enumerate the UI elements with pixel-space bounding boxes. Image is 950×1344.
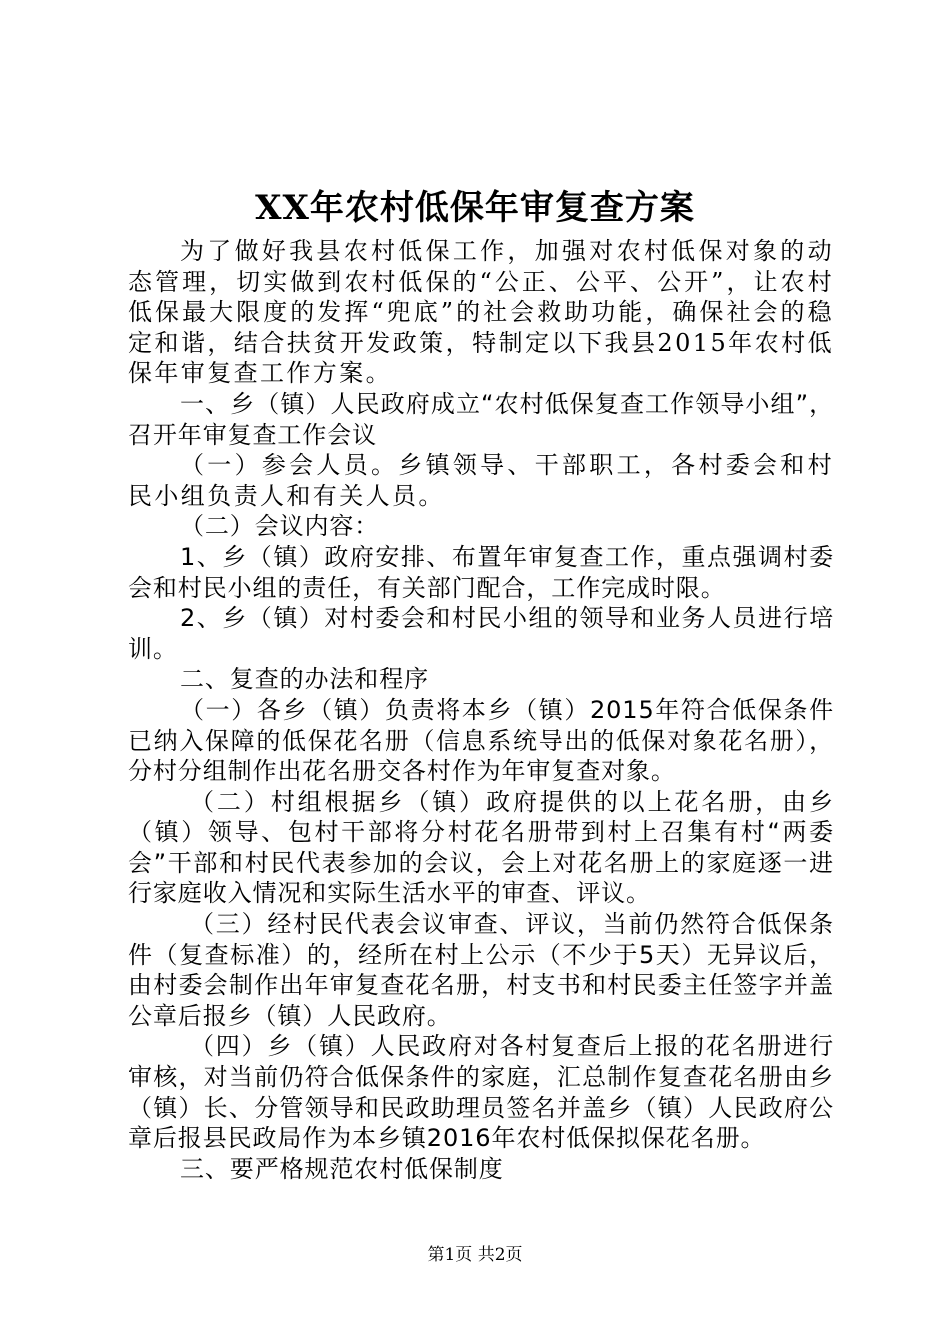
document-body: [128, 236, 834, 1184]
section-heading-1: 一、乡（镇）人民政府成立“农村低保复查工作领导小组”，召开年审复查工作会议: [128, 389, 834, 449]
paragraph-procedure-2: （二）村组根据乡（镇）政府提供的以上花名册，由乡（镇）领导、包村干部将分村花名册带到村上召集有村“两委会”干部和村民代表参加的会议，会上对花名册上的家庭逐一进行家庭收入情况和实际生活水平的审查、评议。: [128, 787, 834, 908]
paragraph-item-2: 2、乡（镇）对村委会和村民小组的领导和业务人员进行培训。: [128, 604, 834, 663]
section-heading-3: 三、要严格规范农村低保制度: [180, 1154, 504, 1183]
document-title: XX年农村低保年审复查方案: [255, 188, 695, 228]
paragraph-procedure-1: （一）各乡（镇）负责将本乡（镇）2015年符合低保条件已纳入保障的低保花名册（信息系统导出的低保对象花名册），分村分组制作出花名册交各村作为年审复查对象。: [128, 695, 834, 786]
intro-paragraph: 为了做好我县农村低保工作，加强对农村低保对象的动态管理，切实做到农村低保的“公正、公平、公开”，让农村低保最大限度的发挥“兜底”的社会救助功能，确保社会的稳定和谐，结合扶贫开发政策，特制定以下我县2015年农村低保年审复查工作方案。: [128, 237, 834, 388]
paragraph-procedure-3: （三）经村民代表会议审查、评议，当前仍然符合低保条件（复查标准）的，经所在村上公示（不少于5天）无异议后，由村委会制作出年审复查花名册，村支书和村民委主任签字并盖公章后报乡（镇）人民政府。: [128, 910, 834, 1030]
paragraph-attendees: （一）参会人员。乡镇领导、干部职工，各村委会和村民小组负责人和有关人员。: [128, 451, 834, 510]
page-number-footer: 第1页 共2页: [427, 1245, 523, 1265]
paragraph-procedure-4: （四）乡（镇）人民政府对各村复查后上报的花名册进行审核，对当前仍符合低保条件的家庭，汇总制作复查花名册由乡（镇）长、分管领导和民政助理员签名并盖乡（镇）人民政府公章后报县民政局作为本乡镇2016年农村低保拟保花名册。: [128, 1032, 834, 1153]
section-heading-2: 二、复查的办法和程序: [180, 665, 429, 694]
paragraph-meeting-content: （二）会议内容：: [180, 512, 380, 541]
paragraph-item-1: 1、乡（镇）政府安排、布置年审复查工作，重点强调村委会和村民小组的责任，有关部门配合，工作完成时限。: [128, 542, 834, 602]
